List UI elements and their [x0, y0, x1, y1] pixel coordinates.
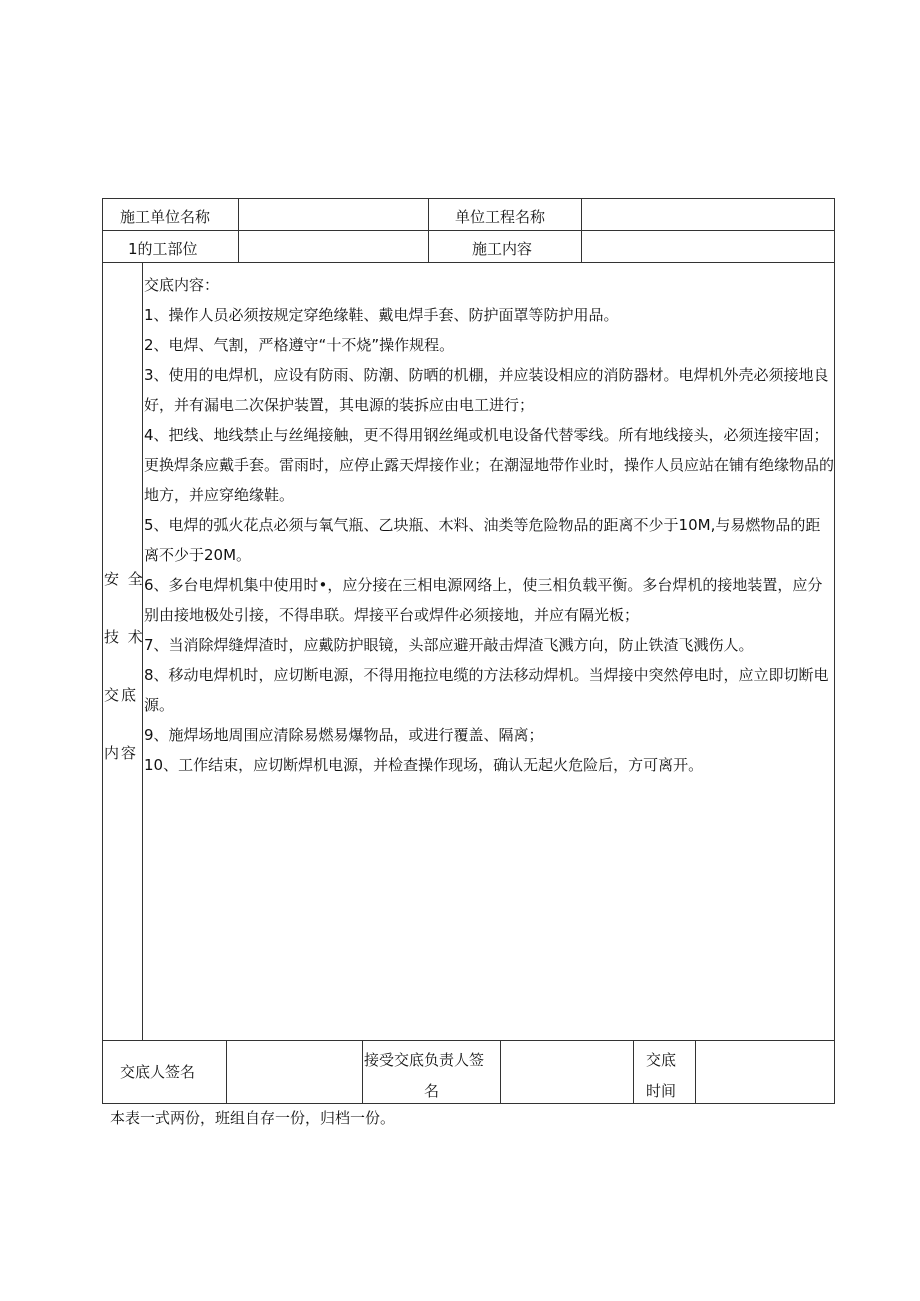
row-divider-1 [102, 230, 835, 231]
content-heading: 交底内容： [144, 276, 220, 294]
content-item-2: 2、电焊、气割，严格遵守“十不烧”操作规程。 [144, 336, 455, 354]
side-label-safety: 安 全 [104, 570, 145, 588]
content-item-3: 3、使用的电焊机，应设有防雨、防潮、防晒的机棚，并应装设相应的消防器材。电焊机外壳必须接地良好，并有漏电二次保护装置，其电源的装拆应由电工进行； [144, 366, 829, 414]
unit-name-label: 施工单位名称 [120, 208, 211, 226]
sig-col-divider-2 [362, 1040, 363, 1103]
receiver-signature-label-line1: 接受交底负责人签 [364, 1051, 485, 1069]
briefing-content [144, 270, 834, 780]
work-part-label: 1的工部位 [128, 240, 198, 258]
content-item-4: 4、把线、地线禁止与丝绳接触，更不得用钢丝绳或机电设备代替零线。所有地线接头，必须连接牢固；更换焊条应戴手套。雷雨时，应停止露天焊接作业；在潮湿地带作业时，操作人员应站在铺有绝缘物品的地方，并应穿绝缘鞋。 [144, 426, 835, 504]
header-col-divider-2 [428, 198, 429, 262]
briefing-time-label-line2: 时间 [646, 1082, 677, 1100]
content-item-6: 6、多台电焊机集中使用时•，应分接在三相电源网络上，使三相负载平衡。多台焊机的接地装置，应分别由接地极处引接，不得串联。焊接平台或焊件必须接地，并应有隔光板； [144, 576, 823, 624]
footer-note: 本表一式两份，班组自存一份，归档一份。 [110, 1109, 396, 1127]
table-border-left [102, 198, 103, 1104]
sig-col-divider-4 [633, 1040, 634, 1103]
table-border-top [102, 198, 835, 199]
side-label-content: 内容 [104, 744, 139, 762]
work-content-label: 施工内容 [472, 240, 533, 258]
header-col-divider-3 [581, 198, 582, 262]
content-item-9: 9、施焊场地周围应清除易燃易爆物品，或进行覆盖、隔离； [144, 726, 544, 744]
side-label-briefing: 交底 [104, 686, 139, 704]
content-item-8: 8、移动电焊机时，应切断电源，不得用拖拉电缆的方法移动焊机。当焊接中突然停电时，应立即切断电源。 [144, 666, 829, 714]
receiver-signature-label-line2: 名 [424, 1082, 440, 1100]
sig-col-divider-5 [695, 1040, 696, 1103]
briefing-time-label-line1: 交底 [646, 1051, 677, 1069]
presenter-signature-label: 交底人签名 [120, 1063, 196, 1081]
table-border-bottom [102, 1103, 835, 1104]
sig-col-divider-1 [226, 1040, 227, 1103]
content-col-divider [142, 262, 143, 1040]
sig-col-divider-3 [500, 1040, 501, 1103]
header-col-divider-1 [238, 198, 239, 262]
content-item-1: 1、操作人员必须按规定穿绝缘鞋、戴电焊手套、防护面罩等防护用品。 [144, 306, 619, 324]
content-item-7: 7、当消除焊缝焊渣时，应戴防护眼镜，头部应避开敲击焊渣飞溅方向，防止铁渣飞溅伤人。 [144, 636, 754, 654]
side-label-technical: 技 术 [104, 628, 145, 646]
table-border-right [834, 198, 835, 1104]
row-divider-2 [102, 262, 835, 263]
project-name-label: 单位工程名称 [455, 208, 546, 226]
content-item-10: 10、工作结束，应切断焊机电源，并检查操作现场，确认无起火危险后，方可离开。 [144, 756, 704, 774]
row-divider-3 [102, 1040, 835, 1041]
content-item-5: 5、电焊的弧火花点必须与氧气瓶、乙块瓶、木料、油类等危险物品的距离不少于10M,与易燃物品的距离不少于20M。 [144, 516, 821, 564]
